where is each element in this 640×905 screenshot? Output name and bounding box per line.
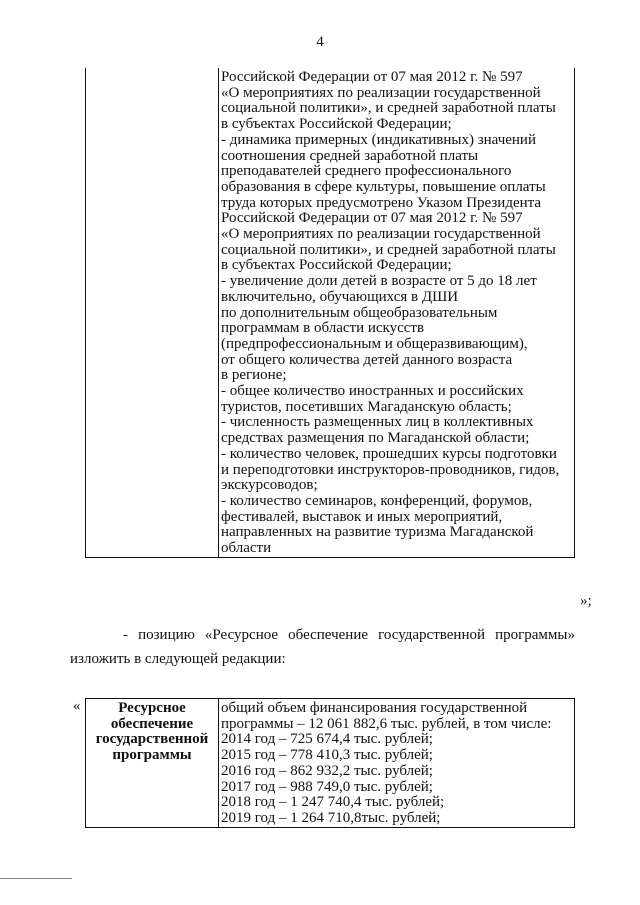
text-line: преподавателей среднего профессионального <box>221 163 512 180</box>
text-line: - численность размещенных лиц в коллективных <box>221 414 534 431</box>
text-line: в субъектах Российской Федерации; <box>221 116 452 133</box>
text-line: - динамика примерных (индикативных) значений <box>221 131 536 148</box>
text-line: Российской Федерации от 07 мая 2012 г. № 597 <box>221 210 523 227</box>
text-line: в субъектах Российской Федерации; <box>221 257 452 274</box>
text-line: средствах размещения по Магаданской области; <box>221 430 530 447</box>
text-line: общий объем финансирования государственной <box>221 700 528 716</box>
text-line: по дополнительным общеобразовательным <box>221 304 498 321</box>
text-line: - общее количество иностранных и российских <box>221 383 524 400</box>
year-row: 2019 год – 1 264 710,8тыс. рублей; <box>221 809 441 826</box>
text-line: (предпрофессиональным и общеразвивающим), <box>221 335 528 352</box>
text-line: экскурсоводов; <box>221 477 318 494</box>
year-row: 2014 год – 725 674,4 тыс. рублей; <box>221 731 433 748</box>
text-line: включительно, обучающихся в ДШИ <box>221 288 459 305</box>
text-line: образования в сфере культуры, повышение оплаты <box>221 178 546 195</box>
instruction-line: - позицию «Ресурсное обеспечение государственной программы» <box>123 627 575 643</box>
text-line: направленных на развитие туризма Магаданской <box>221 524 534 541</box>
text-line: «О мероприятиях по реализации государственной <box>221 84 541 101</box>
table-row <box>86 68 575 557</box>
table-row <box>86 699 575 828</box>
label-line: государственной <box>95 731 209 748</box>
text-line: в регионе; <box>221 367 287 384</box>
instruction-paragraph <box>70 623 575 671</box>
text-line: программы – 12 061 882,6 тыс. рублей, в том числе: <box>221 715 552 732</box>
text-line: туристов, посетивших Магаданскую область; <box>221 398 512 415</box>
year-row: 2015 год – 778 410,3 тыс. рублей; <box>221 747 433 764</box>
label-line: программы <box>112 747 192 764</box>
text-line: - количество человек, прошедших курсы подготовки <box>221 445 557 462</box>
text-line: соотношения средней заработной платы <box>221 147 479 164</box>
footer-rule <box>0 878 72 879</box>
closing-quote: »; <box>580 593 592 609</box>
year-row: 2018 год – 1 247 740,4 тыс. рублей; <box>221 794 445 811</box>
year-row: 2017 год – 988 749,0 тыс. рублей; <box>221 778 433 795</box>
empty-left-cell <box>86 68 219 557</box>
opening-quote: « <box>73 698 81 714</box>
year-row: 2016 год – 862 932,2 тыс. рублей; <box>221 762 433 779</box>
label-line: Ресурсное <box>118 700 186 716</box>
resource-label-cell <box>86 699 219 828</box>
text-line: фестивалей, выставок и иных мероприятий, <box>221 508 503 525</box>
text-line: от общего количества детей данного возраста <box>221 351 513 368</box>
financing-cell <box>219 699 575 828</box>
text-line: Российской Федерации от 07 мая 2012 г. № 597 <box>221 69 523 85</box>
text-line: труда которых предусмотрено Указом Президента <box>221 194 542 211</box>
text-line: - количество семинаров, конференций, форумов, <box>221 492 533 509</box>
text-line: социальной политики», и средней заработной платы <box>221 100 556 117</box>
text-line: и переподготовки инструкторов-проводников, гидов, <box>221 461 560 478</box>
text-line: - увеличение доли детей в возрасте от 5 до 18 лет <box>221 273 537 290</box>
text-line: области <box>221 540 272 557</box>
label-line: обеспечение <box>110 715 194 732</box>
text-line: социальной политики», и средней заработной платы <box>221 241 556 258</box>
text-line: программам в области искусств <box>221 320 425 337</box>
resource-table <box>85 698 575 828</box>
indicators-cell <box>219 68 575 557</box>
goals-table-continuation <box>85 68 575 558</box>
page-number: 4 <box>316 34 324 50</box>
instruction-line: изложить в следующей редакции: <box>70 651 286 667</box>
text-line: «О мероприятиях по реализации государственной <box>221 226 541 243</box>
